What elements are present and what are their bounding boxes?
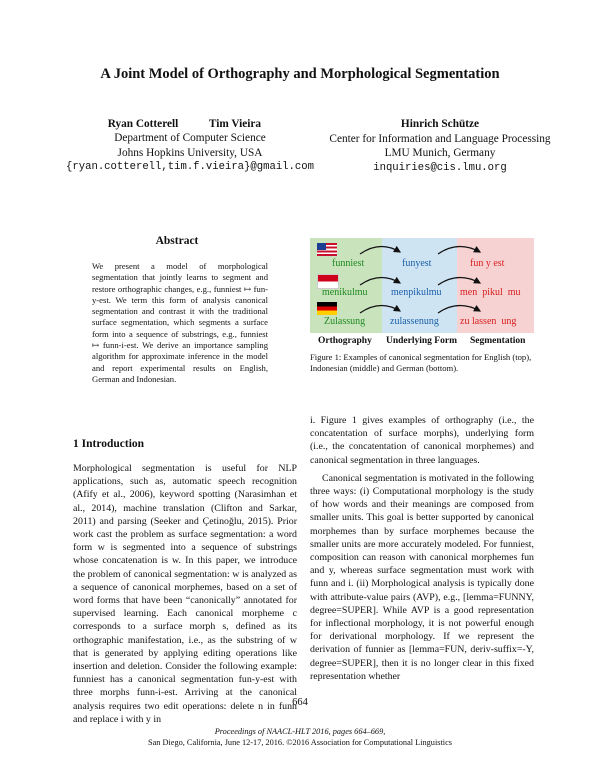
left-column [73,462,297,726]
right-column [310,414,534,683]
footer-proceedings: Proceedings of NAACL-HLT 2016, pages 664–669, [214,727,386,736]
paper-title: A Joint Model of Orthography and Morphological Segmentation [100,66,500,82]
author-name: Hinrich Schütze [400,118,480,130]
underlying-word: funyest [402,258,432,269]
affiliation-univ: Johns Hopkins University, USA [117,146,263,159]
affiliation-dept: Center for Information and Language Processing [329,132,551,145]
author-vieira [190,117,280,132]
motivation-paragraph: Canonical segmentation is motivated in the following three ways: (i) Computational morphology is the study of how words and their meanings are composed from smaller units. This goal is better supported by canonical morphemes than by surface morphemes because the smaller units are more accurately modeled. For funniest, composition can reason with canonical morphemes fun and y, whereas surface segmentation must work with funn and i. (ii) Morphological analysis is typically done with attribute-value pairs (AVP), e.g., [lemma=FUNNY, degree=SUPER]. While AVP is a good representation for inflectional morphology, it is not powerful enough for derivational morphology. If we represent the derivation of funnier as [lemma=FUN, deriv-suffix=-Y, degree=SUPER], then it is no longer clear in this fixed representation whether [310,472,534,682]
author-name: Tim Vieira [208,118,262,130]
surface-word: menikulmu [322,287,368,298]
footer-venue: San Diego, California, June 12-17, 2016. ©2016 Association for Computational Linguistics [147,737,453,747]
abstract-text: We present a model of morphological segmentation that jointly learns to segment and restore orthographic changes, e.g., funniest ↦ fun-y-est. We term this form of analysis canonical segmentation and contrast it with the traditional surface segmentation, which segments a surface form into a sequence of substrings, e.g., funniest ↦ funn-i-est. We derive an importance sampling algorithm for approximate inference in the model and report experimental results on English, German and Indonesian. [92,261,268,384]
page-number: 664 [292,697,308,708]
surface-word: funniest [332,258,365,269]
figure-1 [310,238,534,333]
segmentation-word: men pikul mu [460,287,521,298]
author-email: {ryan.cotterell,tim.f.vieira}@gmail.com [66,161,314,173]
author-schuetze [315,117,565,175]
author-email: inquiries@cis.lmu.org [373,161,507,174]
abstract-heading: Abstract [155,235,199,247]
affiliation-univ: LMU Munich, Germany [384,147,496,159]
affiliation-dept: Department of Computer Science [114,132,266,144]
surface-word: Zulassung [324,316,366,327]
author-cotterell [96,117,190,132]
footer [0,727,600,748]
intro-paragraph-cont: i. Figure 1 gives examples of orthography (i.e., the concatentation of surface morphs), underlying form (i.e., the concatentation of canonical morphemes) and canonical segmentation in three languages. [310,415,534,466]
underlying-word: zulassenung [390,316,439,327]
intro-paragraph: Morphological segmentation is useful for NLP applications, such as, automatic speech recognition (Afify et al., 2006), keyword spotting (Narasimhan et al., 2014), machine translation (Clifton and Sarkar, 2011) and parsing (Seeker and Çetinoğlu, 2015). Prior work cast the problem as surface segmentation: a word form w is segmented into a sequence of substrings whose concatenation is w. In this paper, we introduce the problem of canonical segmentation: w is analyzed as a sequence of canonical morphemes, based on a set of word forms that have been “canonically” annotated for supervised learning. Each canonical morpheme c corresponds to a surface morph s, defined as its orthographic manifestation, i.e., as the substring of w that is generated by applying editing operations like insertion and deletion. Consider the following example: funniest has a canonical segmentation fun-y-est with three morphs funn-i-est. Arriving at the canonical analysis requires two edit operations: delete n in funn and replace i with y in [73,463,297,725]
segmentation-word: zu lassen ung [460,316,517,327]
figure-caption: Figure 1: Examples of canonical segmentation for English (top), Indonesian (middle) and German (bottom). [310,352,532,374]
underlying-word: menpikulmu [391,287,442,298]
label-orthography: Orthography [318,336,372,346]
affiliation-jhu [40,131,340,175]
label-underlying-form: Underlying Form [386,336,457,346]
section-heading: 1 Introduction [73,438,145,450]
author-name: Ryan Cotterell [107,118,179,130]
segmentation-word: fun y est [470,258,505,269]
label-segmentation: Segmentation [470,336,526,346]
